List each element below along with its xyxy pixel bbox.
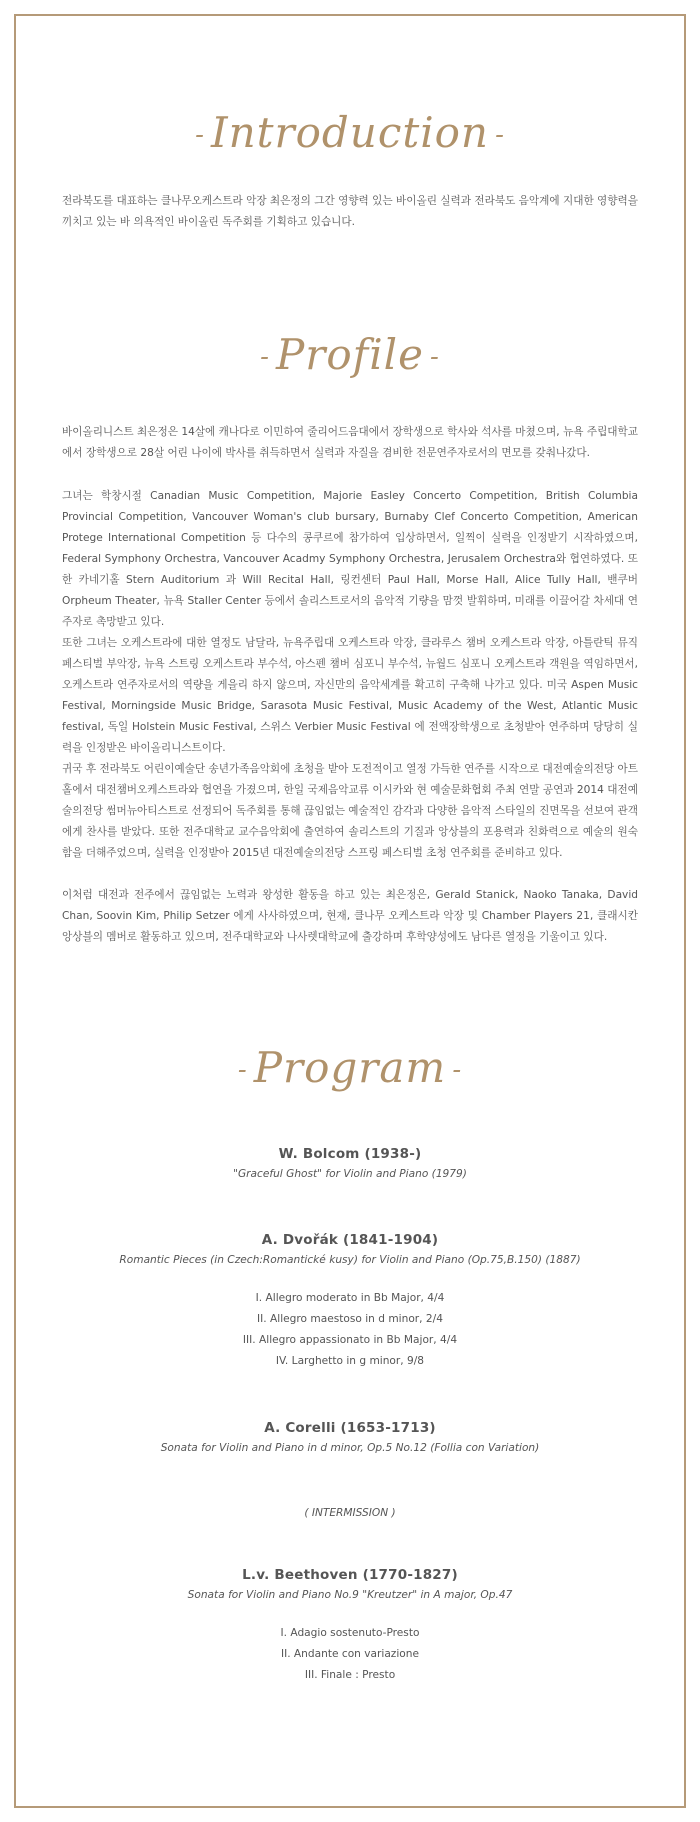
profile-paragraph-3: 또한 그녀는 오케스트라에 대한 열정도 남달라, 뉴욕주립대 오케스트라 악장, 클라루스 챔버 오케스트라 악장, 아틀란틱 뮤직 페스티벌 부악장, 뉴욕 스트링 오케스트라 부수석, 아스펜 챔버 심포니 부수석, 뉴월드 심포니 오케스트라 객원을 역임하면서, 오케스트라 연주자로서의 역량을 게을리 하지 않으며, 자신만의 음악세계를 확고히 구축해 나가고 있다. 미국 Aspen Music Festival, Morningside Music Bridge, Sarasota Music Festival, Music Academy of the West, Atlantic Music festival, 독일 Holstein Music Festival, 스위스 Verbier Music Festival 에 전액장학생으로 초청받아 연주하며 당당히 실력을 인정받은 바이올리니스트이다.: [62, 637, 638, 754]
work-title: "Graceful Ghost" for Violin and Piano (1979): [233, 1168, 467, 1180]
intermission: [0, 1507, 700, 1519]
movement-item: III. Allegro appassionato in Bb Major, 4/4: [242, 1334, 458, 1346]
composer-name: L.v. Beethoven (1770-1827): [242, 1567, 458, 1583]
heading-dash-left: -: [260, 342, 270, 372]
movement-list: [0, 1623, 700, 1686]
heading-dash-right: -: [452, 1055, 463, 1085]
movement-item: I. Adagio sostenuto-Presto: [280, 1627, 420, 1639]
heading-dash-left: -: [237, 1055, 248, 1085]
composer-name: A. Dvořák (1841-1904): [261, 1232, 439, 1248]
program-piece-3: [0, 1420, 700, 1454]
profile-heading: [0, 330, 700, 379]
program-title: Program: [253, 1043, 447, 1092]
work-title: Sonata for Violin and Piano in d minor, Op.5 No.12 (Follia con Variation): [160, 1442, 540, 1454]
introduction-text: 전라북도를 대표하는 클나무오케스트라 악장 최은정의 그간 영향력 있는 바이올린 실력과 전라북도 음악계에 지대한 영향력을 끼치고 있는 바 의욕적인 바이올린 독주회를 기획하고 있습니다.: [62, 195, 638, 228]
work-title: Sonata for Violin and Piano No.9 "Kreutzer" in A major, Op.47: [187, 1589, 513, 1601]
profile-title: Profile: [276, 330, 424, 379]
program-piece-4: [0, 1567, 700, 1686]
composer-name: W. Bolcom (1938-): [278, 1146, 422, 1162]
introduction-title: Introduction: [211, 108, 489, 157]
program-piece-2: [0, 1232, 700, 1372]
heading-dash-right: -: [495, 120, 505, 150]
introduction-heading: [0, 108, 700, 157]
heading-dash-right: -: [430, 342, 440, 372]
work-title: Romantic Pieces (in Czech:Romantické kusy) for Violin and Piano (Op.75,B.150) (1887): [119, 1254, 581, 1266]
composer-name: A. Corelli (1653-1713): [264, 1420, 436, 1436]
movement-list: [0, 1288, 700, 1372]
program-piece-1: [0, 1146, 700, 1180]
movement-item: I. Allegro moderato in Bb Major, 4/4: [255, 1292, 445, 1304]
profile-paragraph-2: 그녀는 학창시절 Canadian Music Competition, Majorie Easley Concerto Competition, British Columbia Provincial Competition, Vancouver Woman's club bursary, Burnaby Clef Concerto Competition, American Protege International Competition 등 다수의 콩쿠르에 참가하여 입상하면서, 일찍이 실력을 인정받기 시작하였으며, Federal Symphony Orchestra, Vancouver Acadmy Symphony Orchestra, Jerusalem Orchestra와 협연하였다. 또한 카네기홀 Stern Auditorium 과 Will Recital Hall, 링컨센터 Paul Hall, Morse Hall, Alice Tully Hall, 밴쿠버 Orpheum Theater, 뉴욕 Staller Center 등에서 솔리스트로서의 음악적 기량을 맘껏 발휘하며, 미래를 이끌어갈 차세대 연주자로 촉망받고 있다.: [62, 490, 638, 628]
movement-item: IV. Larghetto in g minor, 9/8: [275, 1355, 425, 1367]
heading-dash-left: -: [195, 120, 205, 150]
movement-item: II. Andante con variazione: [280, 1648, 420, 1660]
intermission-label: ( INTERMISSION ): [304, 1507, 396, 1519]
movement-item: III. Finale : Presto: [304, 1669, 396, 1681]
profile-paragraph-5: 이처럼 대전과 전주에서 끊임없는 노력과 왕성한 활동을 하고 있는 최은정은, Gerald Stanick, Naoko Tanaka, David Chan, Soovin Kim, Philip Setzer 에게 사사하였으며, 현재, 클나무 오케스트라 악장 및 Chamber Players 21, 클래시칸 앙상블의 멤버로 활동하고 있으며, 전주대학교와 나사렛대학교에 출강하며 후학양성에도 남다른 열정을 기울이고 있다.: [62, 889, 638, 943]
movement-item: II. Allegro maestoso in d minor, 2/4: [257, 1313, 443, 1325]
profile-paragraph-4: 귀국 후 전라북도 어린이예술단 송년가족음악회에 초청을 받아 도전적이고 열정 가득한 연주를 시작으로 대전예술의전당 아트홀에서 대전챔버오케스트라와 협연을 가졌으며, 한일 국제음악교류 이시카와 현 예술문화협회 주최 연말 공연과 2014 대전예술의전당 썸머뉴아티스트로 선정되어 독주회를 통해 끊임없는 예술적인 감각과 다양한 음악적 스타일의 진면목을 선보여 관객에게 찬사를 받았다. 또한 전주대학교 교수음악회에 출연하여 솔리스트의 기질과 앙상블의 포용력과 친화력으로 예술의 원숙함을 더해주었으며, 실력을 인정받아 2015년 대전예술의전당 스프링 페스티벌 초청 연주회를 준비하고 있다.: [62, 763, 638, 859]
program-heading: [0, 1043, 700, 1092]
profile-paragraph-1: 바이올리니스트 최은정은 14살에 캐나다로 이민하여 줄리어드음대에서 장학생으로 학사와 석사를 마쳤으며, 뉴욕 주립대학교에서 장학생으로 28살 어린 나이에 박사를 취득하면서 실력과 자질을 겸비한 전문연주자로서의 면모를 갖춰나갔다.: [62, 426, 638, 459]
